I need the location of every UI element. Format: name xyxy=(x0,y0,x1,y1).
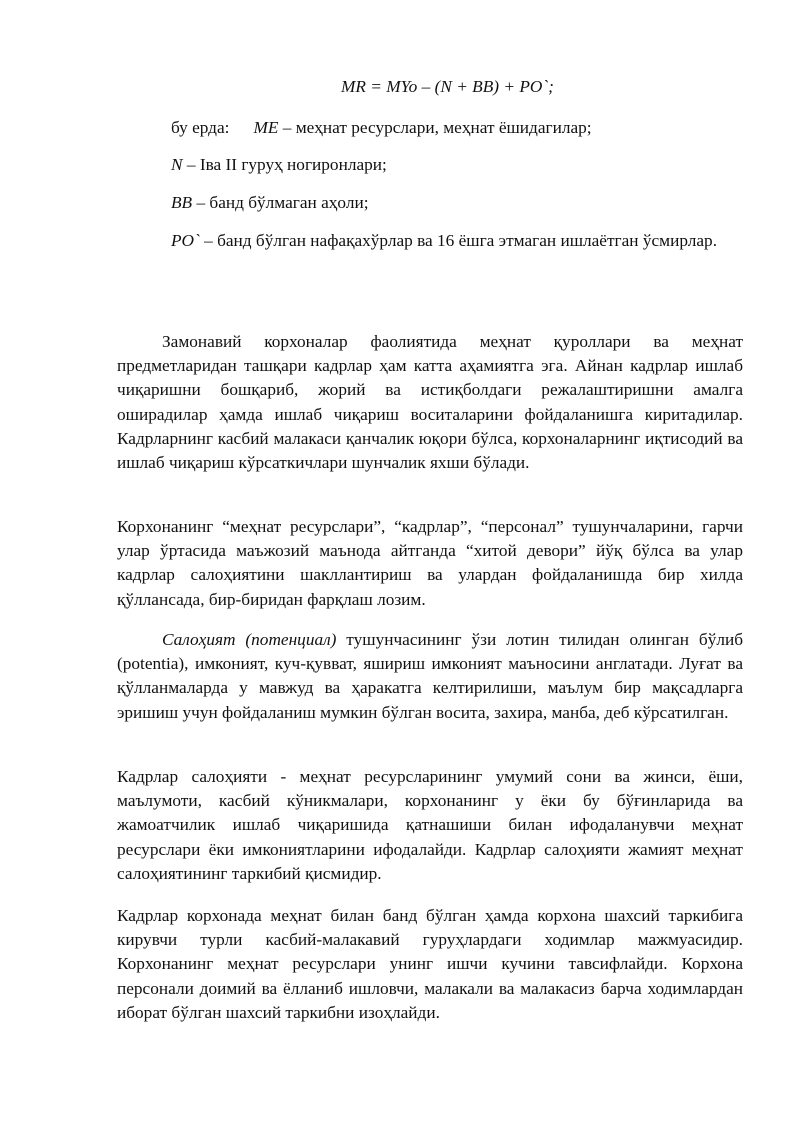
paragraph-3 xyxy=(117,628,743,725)
term-potential: Салоҳият (потенциал) xyxy=(162,630,337,649)
definition-text: – Iва II гуруҳ ногиронлари; xyxy=(182,155,387,174)
definition-me xyxy=(171,116,592,140)
definition-symbol: N xyxy=(171,155,183,174)
definition-po xyxy=(117,229,743,253)
paragraph-3-text: тушунчасининг ўзи лотин тилидан олинган бўлиб (potentia), имконият, куч-қувват, яшириш имконият маъносини англатади. Луғат ва қўлланмаларда у мавжуд ва ҳаракатга келтирилиши, маълум бир мақсадларга эришиш учун фойдаланиш мумкин бўлган восита, захира, манба, деб кўрсатилган. xyxy=(117,630,743,722)
definition-bb xyxy=(171,191,369,215)
definition-intro: бу ерда: xyxy=(171,118,230,137)
definition-text: – банд бўлмаган аҳоли; xyxy=(192,193,369,212)
definition-symbol: BB xyxy=(171,193,193,212)
definition-symbol: ME xyxy=(253,118,279,137)
definition-symbol: PO` xyxy=(171,231,200,250)
paragraph-2: Корхонанинг “меҳнат ресурслари”, “кадрлар”, “персонал” тушунчаларини, гарчи улар ўртасида маъжозий маънода айтганда “хитой девори” йўқ бўлса ва улар кадрлар салоҳиятини шакллантириш ва улардан фойдаланишда бир хилда қўллансада, бир-биридан фарқлаш лозим. xyxy=(117,517,743,609)
definition-n xyxy=(171,153,387,177)
paragraph-1: Замонавий корхоналар фаолиятида меҳнат қуроллари ва меҳнат предметларидан ташқари кадрлар ҳам катта аҳамиятга эга. Айнан кадрлар ишлаб чиқаришни бошқариб, жорий ва истиқболдаги режалаштиришни амалга оширадилар ҳамда ишлаб чиқариш воситаларини фойдаланишга киритадилар. Кадрларнинг касбий малакаси қанчалик юқори бўлса, корхоналарнинг иқтисодий ва ишлаб чиқариш кўрсаткичлари шунчалик яхши бўлади. xyxy=(117,332,743,473)
definition-text: – банд бўлган нафақахўрлар ва 16 ёшга этмаган ишлаётган ўсмирлар. xyxy=(199,231,718,250)
formula: MR = MYo – (N + BB) + PO`; xyxy=(341,77,554,96)
definition-text: – меҳнат ресурслари, меҳнат ёшидагилар; xyxy=(278,118,592,137)
paragraph-5: Кадрлар корхонада меҳнат билан банд бўлган ҳамда корхона шахсий таркибига кирувчи турли касбий-малакавий гуруҳлардаги ходимлар мажмуасидир. Корхонанинг меҳнат ресурслари унинг ишчи кучини тавсифлайди. Корхона персонали доимий ва ёлланиб ишловчи, малакали ва малакасиз барча ходимлардан иборат бўлган шахсий таркибни изоҳлайди. xyxy=(117,906,743,1022)
paragraph-4: Кадрлар салоҳияти - меҳнат ресурсларининг умумий сони ва жинси, ёши, маълумоти, касбий кўникмалари, корхонанинг у ёки бу бўғинларида ва жамоатчилик ишлаб чиқаришида қатнашиши билан ифодаланувчи меҳнат ресурслари ёки имкониятларини ифодалайди. Кадрлар салоҳияти жамият меҳнат салоҳиятининг таркибий қисмидир. xyxy=(117,767,743,883)
